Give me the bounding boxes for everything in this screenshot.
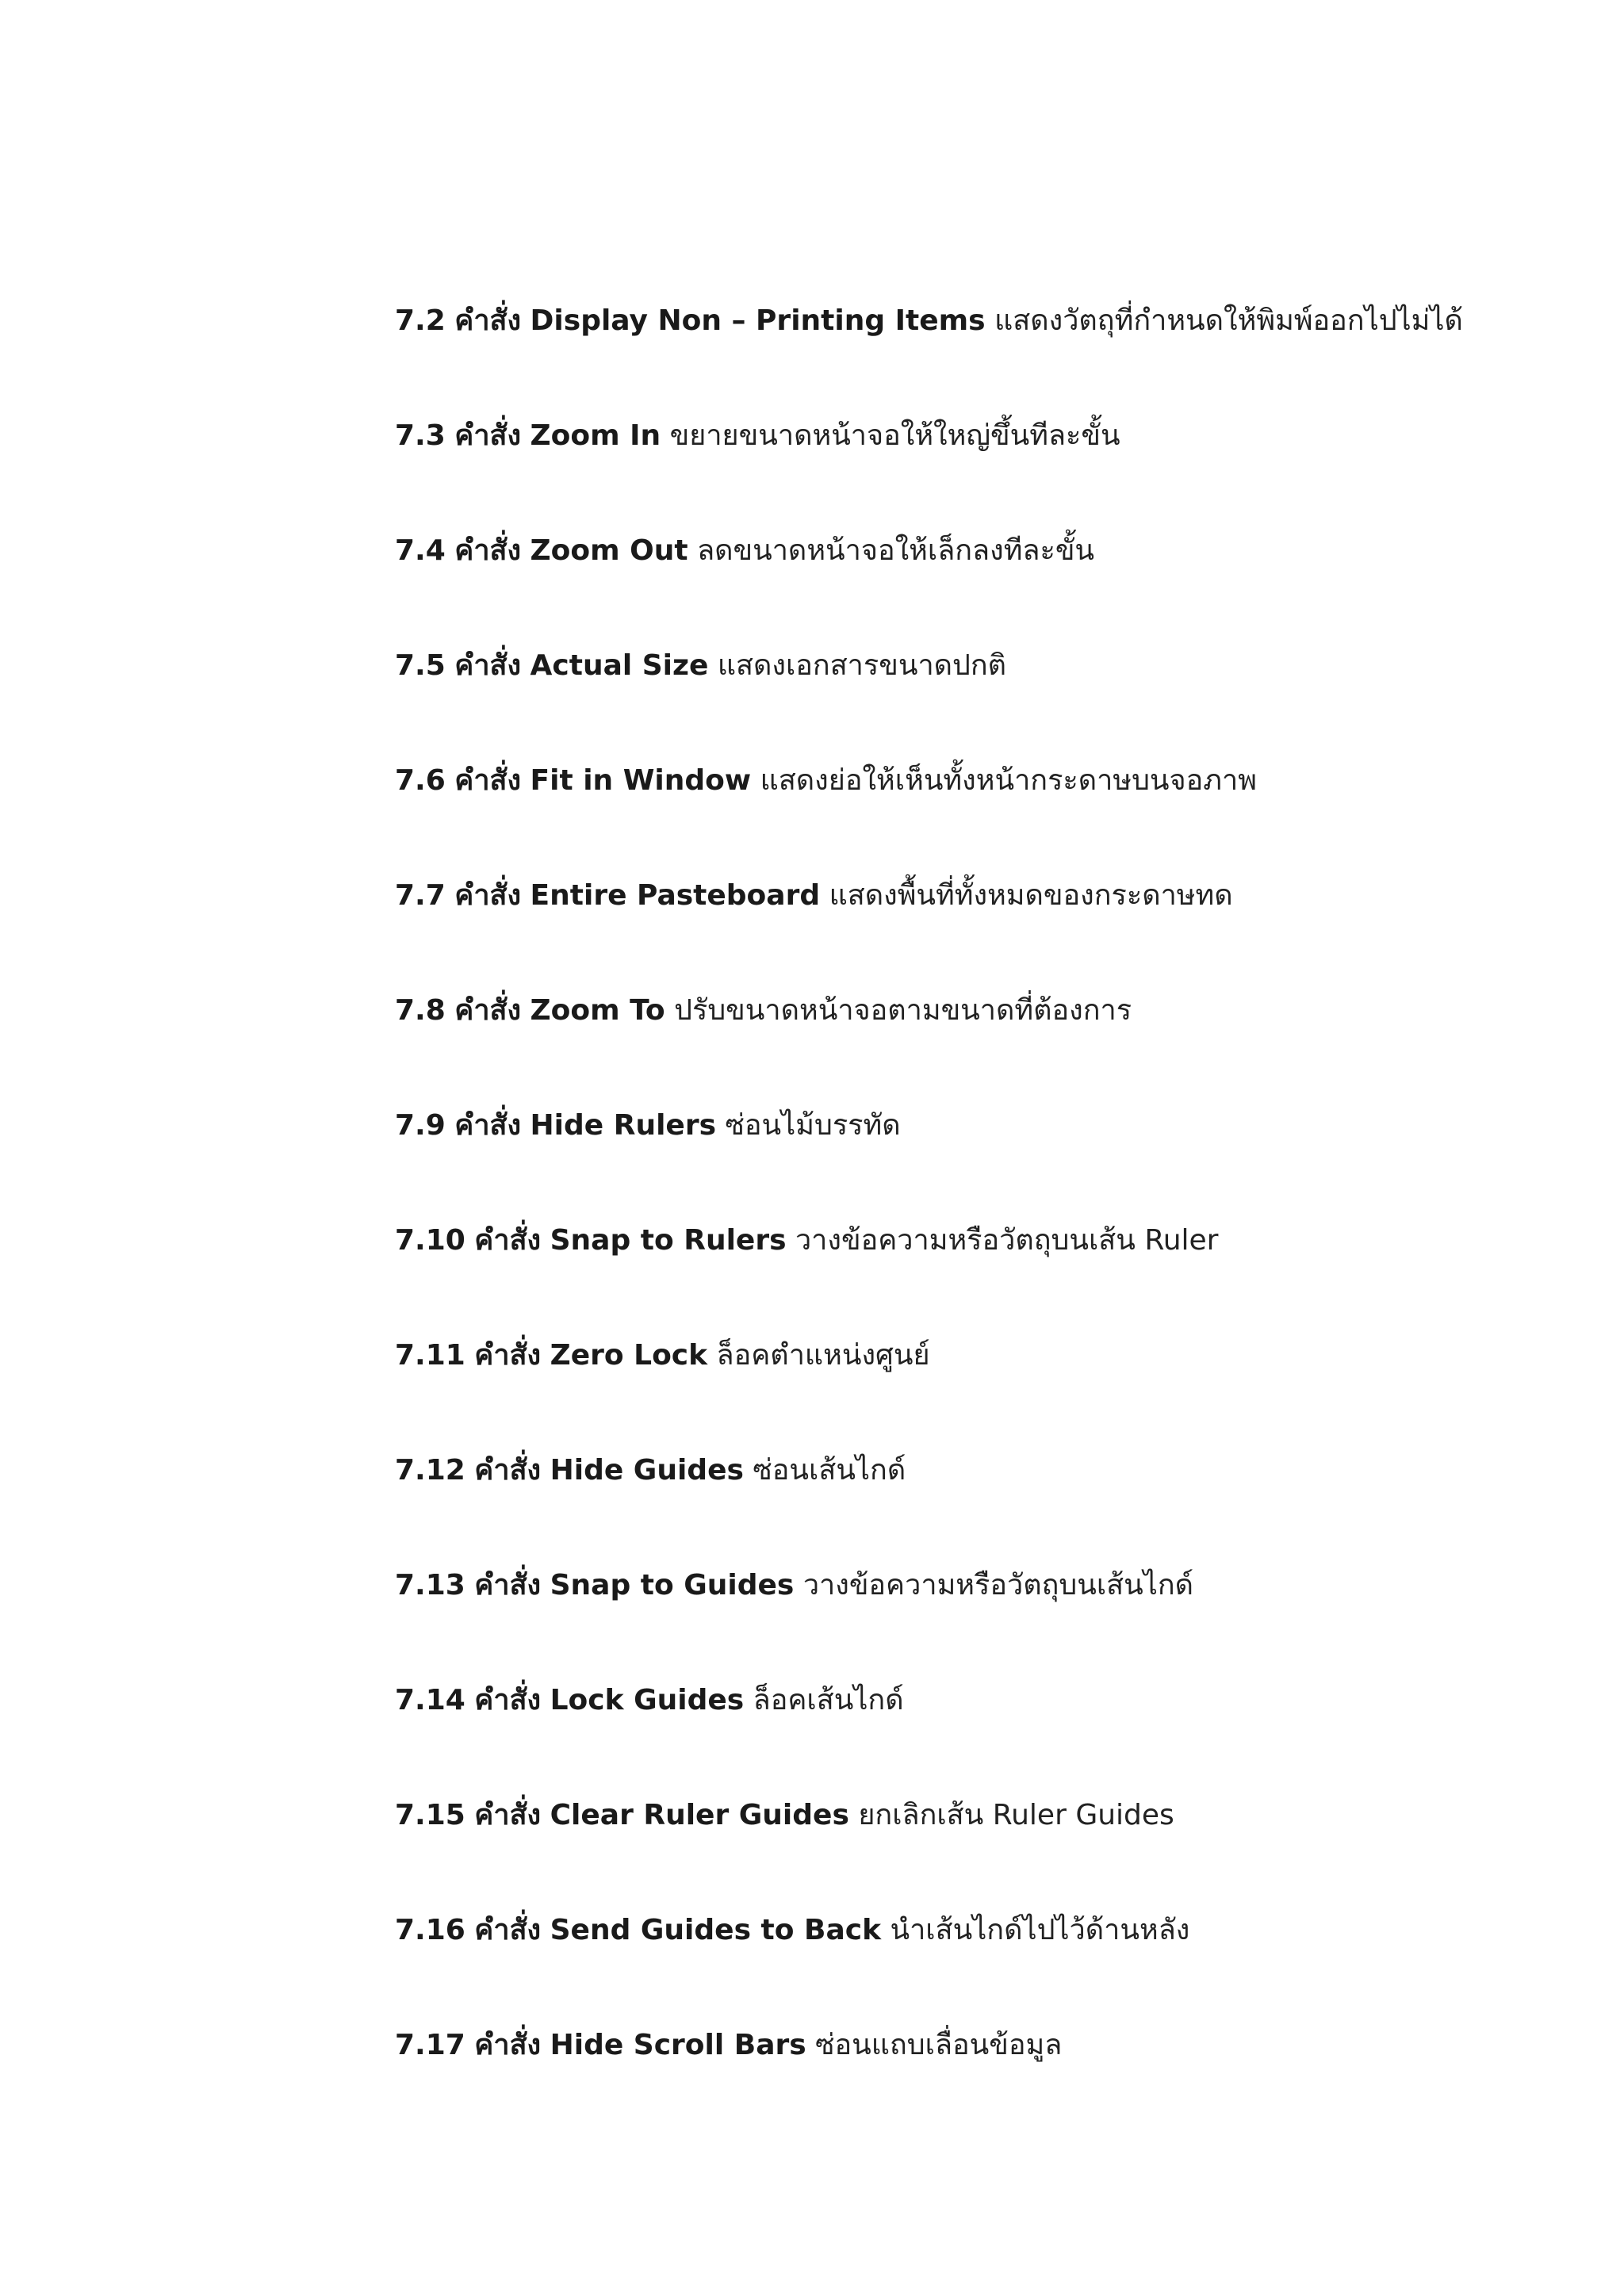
- command-name: Zero Lock: [550, 1339, 708, 1372]
- command-name: Zoom To: [530, 994, 665, 1027]
- command-name: Fit in Window: [530, 764, 752, 797]
- command-description: แสดงเอกสารขนาดปกติ: [717, 649, 1007, 682]
- command-description: ซ่อนไม้บรรทัด: [725, 1109, 901, 1142]
- command-item-7-10: [395, 1217, 1584, 1332]
- command-name: Hide Rulers: [530, 1109, 717, 1142]
- command-keyword: คำสั่ง: [454, 534, 522, 567]
- command-item-7-5: [395, 642, 1584, 757]
- command-name: Send Guides to Back: [550, 1914, 882, 1946]
- command-item-7-16: [395, 1907, 1584, 2022]
- command-description: ซ่อนแถบเลื่อนข้อมูล: [815, 2029, 1063, 2061]
- command-keyword: คำสั่ง: [454, 1109, 522, 1142]
- command-name: Display Non – Printing Items: [530, 304, 986, 337]
- command-number: 7.5: [395, 649, 446, 682]
- command-keyword: คำสั่ง: [474, 1224, 542, 1257]
- command-description: ซ่อนเส้นไกด์: [753, 1454, 906, 1487]
- command-number: 7.9: [395, 1109, 446, 1142]
- command-keyword: คำสั่ง: [454, 304, 522, 337]
- command-name: Snap to Guides: [550, 1569, 795, 1601]
- command-description: แสดงพื้นที่ทั้งหมดของกระดาษทด: [829, 879, 1233, 912]
- command-name: Actual Size: [530, 649, 709, 682]
- command-item-7-7: [395, 872, 1584, 987]
- command-number: 7.2: [395, 304, 446, 337]
- command-keyword: คำสั่ง: [474, 1684, 542, 1716]
- command-item-7-8: [395, 987, 1584, 1102]
- command-number: 7.12: [395, 1454, 465, 1487]
- command-name: Hide Guides: [550, 1454, 744, 1487]
- command-name: Clear Ruler Guides: [550, 1799, 849, 1831]
- command-number: 7.17: [395, 2029, 465, 2061]
- command-number: 7.10: [395, 1224, 465, 1257]
- command-name: Zoom In: [530, 419, 661, 452]
- command-number: 7.4: [395, 534, 446, 567]
- command-keyword: คำสั่ง: [474, 1339, 542, 1372]
- command-description: ลดขนาดหน้าจอให้เล็กลงทีละขั้น: [697, 534, 1095, 567]
- command-keyword: คำสั่ง: [454, 649, 522, 682]
- command-number: 7.8: [395, 994, 446, 1027]
- command-number: 7.13: [395, 1569, 465, 1601]
- command-item-7-6: [395, 757, 1584, 872]
- command-name: Zoom Out: [530, 534, 688, 567]
- command-item-7-3: [395, 412, 1584, 527]
- command-description: นำเส้นไกด์ไปไว้ด้านหลัง: [890, 1914, 1190, 1946]
- command-item-7-12: [395, 1447, 1584, 1562]
- command-list: [395, 297, 1584, 2137]
- command-keyword: คำสั่ง: [474, 2029, 542, 2061]
- command-keyword: คำสั่ง: [474, 1799, 542, 1831]
- command-description: วางข้อความหรือวัตถุบนเส้น Ruler: [795, 1224, 1219, 1257]
- command-description: แสดงวัตถุที่กำหนดให้พิมพ์ออกไปไม่ได้: [994, 304, 1463, 337]
- command-item-7-2: [395, 297, 1584, 412]
- command-number: 7.14: [395, 1684, 465, 1716]
- command-item-7-17: [395, 2022, 1584, 2137]
- command-item-7-4: [395, 527, 1584, 642]
- command-number: 7.11: [395, 1339, 465, 1372]
- command-keyword: คำสั่ง: [474, 1454, 542, 1487]
- command-item-7-13: [395, 1562, 1584, 1677]
- command-description: ยกเลิกเส้น Ruler Guides: [858, 1799, 1174, 1831]
- command-keyword: คำสั่ง: [474, 1914, 542, 1946]
- command-number: 7.3: [395, 419, 446, 452]
- command-keyword: คำสั่ง: [454, 419, 522, 452]
- command-keyword: คำสั่ง: [454, 764, 522, 797]
- command-description: ขยายขนาดหน้าจอให้ใหญ่ขึ้นทีละขั้น: [669, 419, 1120, 452]
- command-keyword: คำสั่ง: [454, 994, 522, 1027]
- command-description: ล็อคเส้นไกด์: [753, 1684, 904, 1716]
- command-number: 7.7: [395, 879, 446, 912]
- command-description: ปรับขนาดหน้าจอตามขนาดที่ต้องการ: [674, 994, 1132, 1027]
- command-description: วางข้อความหรือวัตถุบนเส้นไกด์: [802, 1569, 1193, 1601]
- command-description: แสดงย่อให้เห็นทั้งหน้ากระดาษบนจอภาพ: [760, 764, 1257, 797]
- command-item-7-14: [395, 1677, 1584, 1792]
- command-item-7-9: [395, 1102, 1584, 1217]
- command-item-7-15: [395, 1792, 1584, 1907]
- command-keyword: คำสั่ง: [474, 1569, 542, 1601]
- command-name: Snap to Rulers: [550, 1224, 787, 1257]
- command-name: Lock Guides: [550, 1684, 745, 1716]
- command-keyword: คำสั่ง: [454, 879, 522, 912]
- command-name: Entire Pasteboard: [530, 879, 821, 912]
- command-name: Hide Scroll Bars: [550, 2029, 806, 2061]
- command-number: 7.15: [395, 1799, 465, 1831]
- command-description: ล็อคตำแหน่งศูนย์: [716, 1339, 930, 1372]
- command-item-7-11: [395, 1332, 1584, 1447]
- command-number: 7.6: [395, 764, 446, 797]
- command-number: 7.16: [395, 1914, 465, 1946]
